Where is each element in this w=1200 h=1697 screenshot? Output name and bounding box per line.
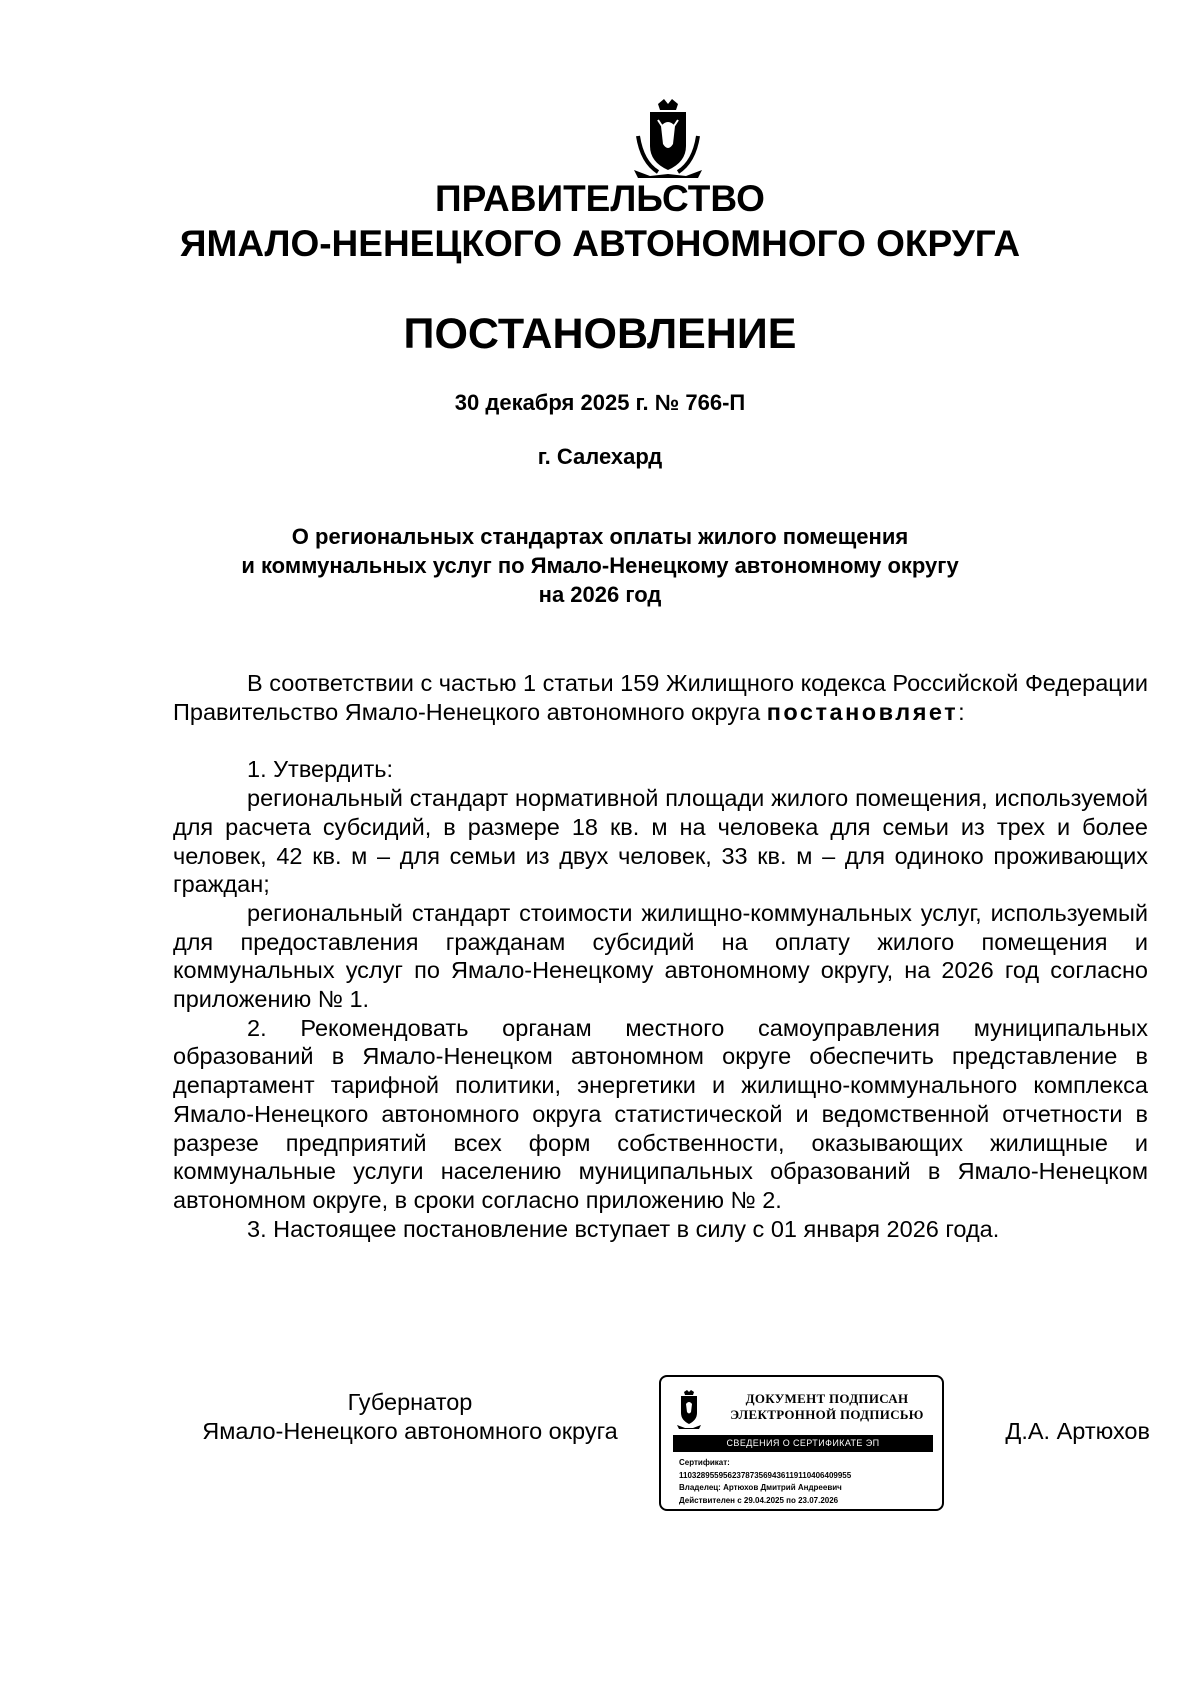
stamp-certificate-details	[679, 1457, 939, 1507]
certificate-owner: Владелец: Артюхов Дмитрий Андреевич	[679, 1483, 842, 1492]
subject-line3: на 2026 год	[538, 582, 662, 607]
subject-line1: О региональных стандартах оплаты жилого помещения	[291, 524, 909, 549]
decree-colon: :	[958, 698, 965, 725]
item1-paragraph-a: региональный стандарт нормативной площади жилого помещения, используемой для расчета субсидий, в размере 18 кв. м на человека для семьи из трех и более человек, 42 кв. м – для семьи из двух человек, 33 кв. м – для одиноко проживающих граждан;	[173, 785, 1148, 898]
government-title-line1: ПРАВИТЕЛЬСТВО	[435, 178, 765, 219]
signer-name: Д.А. Артюхов	[1005, 1418, 1150, 1444]
preamble-text: В соответствии с частью 1 статьи 159 Жилищного кодекса Российской Федерации Правительство Ямало-Ненецкого автономного округа	[173, 670, 1148, 725]
certificate-validity: Действителен с 29.04.2025 по 23.07.2026	[679, 1495, 839, 1505]
document-subject	[180, 522, 1020, 609]
certificate-label: Сертификат:	[679, 1458, 730, 1467]
signer-position-line1: Губернатор	[347, 1389, 473, 1415]
item2-paragraph: 2. Рекомендовать органам местного самоуправления муниципальных образований в Ямало-Ненецком автономном округе обеспечить представление в департамент тарифной политики, энергетики и жилищно-коммунального комплекса Ямало-Ненецкого автономного округа статистической и ведомственной отчетности в разрезе предприятий всех форм собственности, оказывающих жилищные и коммунальные услуги населению муниципальных образований в Ямало-Ненецком автономном округе, в сроки согласно приложению № 2.	[173, 1014, 1148, 1213]
government-title	[0, 176, 1200, 266]
certificate-number: 110328955956237873569436119110406409955	[679, 1470, 852, 1480]
government-title-line2: ЯМАЛО-НЕНЕЦКОГО АВТОНОМНОГО ОКРУГА	[179, 223, 1021, 264]
decree-word: постановляет	[766, 698, 959, 725]
date-and-number: 30 декабря 2025 г. № 766-П	[454, 390, 746, 415]
document-type-heading: ПОСТАНОВЛЕНИЕ	[403, 310, 797, 358]
city-line: г. Салехард	[537, 444, 663, 469]
stamp-coat-of-arms-icon	[675, 1389, 703, 1429]
stamp-title-line1: ДОКУМЕНТ ПОДПИСАН	[745, 1391, 909, 1406]
stamp-title-line2: ЭЛЕКТРОННОЙ ПОДПИСЬЮ	[730, 1407, 924, 1422]
document-body	[173, 669, 1148, 1243]
signer-position	[160, 1388, 660, 1446]
preamble-paragraph	[173, 669, 1148, 726]
coat-of-arms-icon	[628, 96, 708, 180]
item1-paragraph-b: региональный стандарт стоимости жилищно-коммунальных услуг, используемый для предоставления гражданам субсидий на оплату жилого помещения и коммунальных услуг по Ямало-Ненецкому автономному округу, на 2026 год согласно приложению № 1.	[173, 899, 1148, 1013]
item3-paragraph: 3. Настоящее постановление вступает в силу с 01 января 2026 года.	[247, 1215, 1000, 1242]
stamp-certificate-bar: СВЕДЕНИЯ О СЕРТИФИКАТЕ ЭП	[673, 1435, 933, 1452]
signer-position-line2: Ямало-Ненецкого автономного округа	[202, 1418, 618, 1444]
subject-line2: и коммунальных услуг по Ямало-Ненецкому автономному округу	[241, 553, 959, 578]
item1-heading: 1. Утвердить:	[247, 756, 394, 783]
stamp-title	[715, 1391, 939, 1423]
electronic-signature-stamp	[659, 1375, 944, 1511]
